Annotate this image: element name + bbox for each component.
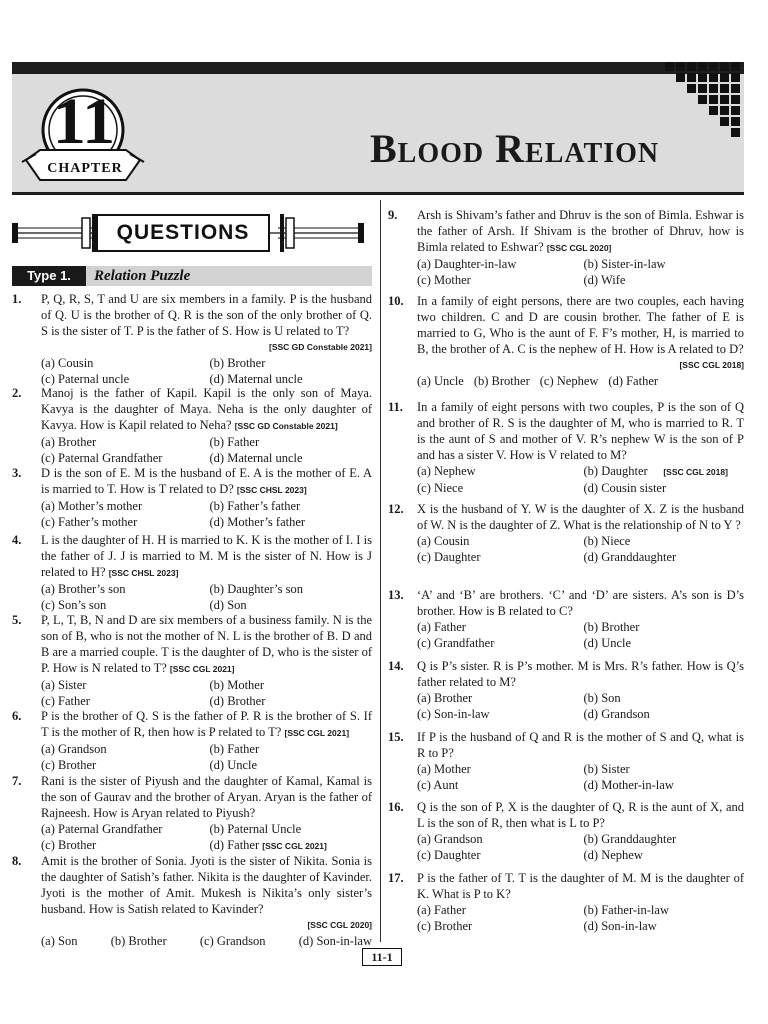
- option: (b) Daughter’s son: [209, 582, 303, 596]
- exam-tag: [SSC CGL 2018]: [679, 360, 744, 370]
- options: [417, 463, 744, 496]
- question-text: X is the husband of Y. W is the daughter of X. Z is the husband of W. N is the daughter of Z. What is the relationship of N to Y ?: [417, 502, 744, 532]
- question-text: In a family of eight persons, there are two couples, each having two children. C and D are cousin brother. The father of E is married to G, Who is the aunt of F. F’s mother, H, is married to B, the brother of A. C is the nephew of H. How is A related to D? [SSC CGL 2018]: [417, 293, 744, 373]
- options: [41, 434, 372, 466]
- exam-tag: [SSC GD Constable 2021]: [234, 421, 338, 431]
- option: (c) Paternal uncle: [41, 372, 130, 386]
- question-item: 6. P is the brother of Q. S is the father of P. R is the brother of S. If T is the mother of R, then how is P related to T? [SSC CGL 2021] (a) Grandson (b) Father (c) Brother (d) Uncle: [12, 709, 372, 772]
- option: (a) Cousin: [417, 534, 470, 548]
- question-text: D is the son of E. M is the husband of E. A is the mother of E. A is married to T. How is T related to D? [SSC CHSL 2023]: [41, 466, 372, 496]
- option: (d) Uncle: [209, 758, 258, 772]
- options: [417, 373, 744, 389]
- option: (a) Cousin: [41, 356, 94, 370]
- options: [41, 741, 372, 773]
- option: (c) Brother: [41, 758, 97, 772]
- option: (b) Granddaughter: [583, 832, 677, 846]
- exam-tag: [SSC CGL 2021]: [284, 728, 350, 738]
- question-text: P is the brother of Q. S is the father of P. R is the brother of S. If T is the mother of R, then how is P related to T? [SSC CGL 2021]: [41, 709, 372, 739]
- option: (a) Son: [41, 934, 78, 948]
- type-name: Relation Puzzle: [94, 268, 191, 284]
- question-item: 16. Q is the son of P, X is the daughter of Q, R is the aunt of X, and L is the son of R, then what is L to P? (a) Grandson (b) Granddaughter (c) Daughter (d) Nephew: [388, 800, 744, 862]
- option: (c) Aunt: [417, 778, 459, 792]
- question-text: Amit is the brother of Sonia. Jyoti is the sister of Nikita. Sonia is the daughter of Satish’s father. Nikita is the daughter of Kavinder. Jyoti is the mother of Amit. Mukesh is Nikita’s only sister’s husband. How is Satish related to Kavinder? [SSC CGL 2020]: [41, 853, 372, 933]
- chapter-label: CHAPTER: [47, 161, 123, 176]
- column-divider: [380, 200, 381, 942]
- option: (a) Nephew: [417, 464, 476, 478]
- option: (c) Mother: [417, 273, 471, 287]
- option: (d) Mother’s father: [209, 515, 306, 529]
- option: (c) Son’s son: [41, 598, 107, 612]
- question-item: 1. P, Q, R, S, T and U are six members in a family. P is the husband of Q. U is the brother of Q. R is the son of the only brother of Q. S is the sister of T. P is the father of S. How is U related to T? [SSC GD Constable 2021] (a) Cousin (b) Brother (c) Paternal uncle (d) Maternal uncle: [12, 292, 372, 386]
- question-item: 10. In a family of eight persons, there are two couples, each having two children. C and D are cousin brother. The father of E is married to G, Who is the aunt of F. F’s mother, H, is married to B, the brother of A. C is the nephew of H. How is A related to D? [SSC CGL 2018] (a) Uncle (b) Brother (c) Nephew (d) Father: [388, 294, 744, 388]
- grid-square: [720, 62, 729, 71]
- exam-tag: [SSC CGL 2021]: [169, 664, 235, 674]
- question-item: 8. Amit is the brother of Sonia. Jyoti is the sister of Nikita. Sonia is the daughter of Satish’s father. Nikita is the daughter of Kavinder. Jyoti is the mother of Amit. Mukesh is Nikita’s only sister’s husband. How is Satish related to Kavinder? [SSC CGL 2020] (a) Son (b) Brother (c) Grandson (d) Son-in-law: [12, 854, 372, 948]
- option: (b) Brother: [473, 374, 530, 388]
- questions-heading: QUESTIONS: [96, 214, 270, 252]
- exam-tag: [SSC CGL 2018]: [663, 467, 728, 477]
- option: (b) Niece: [583, 534, 631, 548]
- option: (c) Daughter: [417, 848, 481, 862]
- page-number: 11-1: [362, 948, 402, 966]
- option: (d) Uncle: [583, 636, 632, 650]
- options: [417, 256, 744, 288]
- option: (b) Mother: [209, 678, 264, 692]
- grid-square: [731, 95, 740, 104]
- options: [417, 831, 744, 863]
- question-text: Arsh is Shivam’s father and Dhruv is the son of Bimla. Eshwar is the father of Arsh. If Shivam is the brother of Dhruv, how is Bimla related to Eshwar? [SSC CGL 2020]: [417, 208, 744, 254]
- grid-square: [731, 62, 740, 71]
- option: (a) Father: [417, 620, 466, 634]
- grid-square: [720, 106, 729, 115]
- question-item: 7. Rani is the sister of Piyush and the daughter of Kamal, Kamal is the son of Gaurav and the brother of Aryan. Aryan is the father of Rajneesh. How is Aryan related to Piyush? (a) Paternal Grandfather (b) Paternal Uncle (c) Brother (d) Father [SSC CGL 2021]: [12, 774, 372, 852]
- option: (b) Father-in-law: [583, 903, 669, 917]
- grid-square: [698, 95, 707, 104]
- grid-square: [731, 73, 740, 82]
- option: (c) Grandfather: [417, 636, 495, 650]
- question-text: P is the father of T. T is the daughter of M. M is the daughter of K. What is P to K?: [417, 871, 744, 901]
- question-item: 3. D is the son of E. M is the husband of E. A is the mother of E. A is married to T. How is T related to D? [SSC CHSL 2023] (a) Mother’s mother (b) Father’s father (c) Father’s mother (d) Mother’s father: [12, 466, 372, 529]
- option: (a) Daughter-in-law: [417, 257, 517, 271]
- option: (b) Paternal Uncle: [209, 822, 302, 836]
- options: [417, 619, 744, 651]
- option: (b) Father: [209, 742, 260, 756]
- question-item: 2. Manoj is the father of Kapil. Kapil is the only son of Maya. Kavya is the daughter of Maya. Neha is the only daughter of Kavya. How is Kapil related to Neha? [SSC GD Constable 2021] (a) Brother (b) Father (c) Paternal Grandfather (d) Maternal uncle: [12, 386, 372, 465]
- question-item: 12. X is the husband of Y. W is the daughter of X. Z is the husband of W. N is the daughter of Z. What is the relationship of N to Y ? (a) Cousin (b) Niece (c) Daughter (d) Granddaughter: [388, 502, 744, 564]
- option: (b) Brother: [209, 356, 266, 370]
- question-item: 14. Q is P’s sister. R is P’s mother. M is Mrs. R’s father. How is Q’s father related to M? (a) Brother (b) Son (c) Son-in-law (d) Grandson: [388, 659, 744, 721]
- grid-square: [709, 84, 718, 93]
- options: [41, 498, 372, 530]
- option: (b) Sister-in-law: [583, 257, 666, 271]
- question-item: 15. If P is the husband of Q and R is the mother of S and Q, what is R to P? (a) Mother (b) Sister (c) Aunt (d) Mother-in-law: [388, 730, 744, 792]
- grid-square: [687, 73, 696, 82]
- grid-square: [709, 106, 718, 115]
- option: (b) Sister: [583, 762, 630, 776]
- grid-square: [709, 95, 718, 104]
- option: (a) Grandson: [41, 742, 107, 756]
- option: (d) Mother-in-law: [583, 778, 674, 792]
- option: (d) Nephew: [583, 848, 643, 862]
- options: [41, 355, 372, 387]
- exam-tag: [SSC CHSL 2023]: [236, 485, 307, 495]
- chapter-number: 11: [52, 85, 116, 158]
- options: [417, 761, 744, 793]
- option: (d) Cousin sister: [583, 481, 667, 495]
- exam-tag: [SSC CGL 2020]: [307, 920, 372, 930]
- options: [41, 581, 372, 613]
- question-item: 11. In a family of eight persons with two couples, P is the son of Q and brother of R. S is the daughter of M, who is married to R. T is the aunt of S and mother of V. R’s nephew W is the son of P and has a sister V. How is V related to M? (a) Nephew (b) Daughter [SSC CGL 2018] (c) Niece (d) Cousin sister: [388, 400, 744, 495]
- grid-square: [731, 106, 740, 115]
- option: (c) Son-in-law: [417, 707, 490, 721]
- grid-square: [709, 73, 718, 82]
- option: (a) Brother: [41, 435, 97, 449]
- option: (c) Paternal Grandfather: [41, 451, 163, 465]
- question-item: 5. P, L, T, B, N and D are six members of a business family. N is the son of B, who is not the mother of N. L is the brother of B. D and B are a married couple. T is the daughter of D, who is the sister of P. How is N related to T? [SSC CGL 2021] (a) Sister (b) Mother (c) Father (d) Brother: [12, 613, 372, 708]
- exam-tag: [SSC CGL 2021]: [262, 841, 327, 851]
- question-text: ‘A’ and ‘B’ are brothers. ‘C’ and ‘D’ are sisters. A’s son is D’s brother. How is B related to C?: [417, 588, 744, 618]
- grid-square: [720, 73, 729, 82]
- grid-square: [676, 62, 685, 71]
- question-text: P, L, T, B, N and D are six members of a business family. N is the son of B, who is not the mother of N. L is the brother of B. D and B are a married couple. T is the daughter of D, who is the sister of P. How is N related to T? [SSC CGL 2021]: [41, 613, 372, 675]
- page-title: Blood Relation: [370, 126, 660, 171]
- question-item: 13. ‘A’ and ‘B’ are brothers. ‘C’ and ‘D’ are sisters. A’s son is D’s brother. How is B related to C? (a) Father (b) Brother (c) Grandfather (d) Uncle: [388, 588, 744, 650]
- option: (b) Father: [209, 435, 260, 449]
- options: [41, 933, 372, 949]
- exam-tag: [SSC CGL 2020]: [546, 243, 612, 253]
- option: (c) Father’s mother: [41, 515, 138, 529]
- option: (d) Wife: [583, 273, 626, 287]
- type-label: Type 1.: [12, 266, 86, 286]
- exam-tag: [SSC GD Constable 2021]: [269, 342, 372, 352]
- grid-square: [698, 62, 707, 71]
- option: (a) Father: [417, 903, 466, 917]
- option: (d) Brother: [209, 694, 266, 708]
- question-item: 17. P is the father of T. T is the daughter of M. M is the daughter of K. What is P to K? (a) Father (b) Father-in-law (c) Brother (d) Son-in-law: [388, 871, 744, 933]
- options: [417, 902, 744, 934]
- grid-square: [731, 117, 740, 126]
- question-text: Q is the son of P, X is the daughter of Q, R is the aunt of X, and L is the son of R, then what is L to P?: [417, 800, 744, 830]
- option: (c) Brother: [417, 919, 473, 933]
- option: (a) Mother: [417, 762, 471, 776]
- option: (d) Son-in-law: [298, 934, 372, 948]
- option: (b) Brother: [110, 934, 167, 948]
- option: (c) Father: [41, 694, 90, 708]
- options: [417, 533, 744, 565]
- grid-square: [698, 73, 707, 82]
- question-text: Q is P’s sister. R is P’s mother. M is Mrs. R’s father. How is Q’s father related to M?: [417, 659, 744, 689]
- option: (b) Daughter [SSC CGL 2018]: [583, 464, 728, 478]
- question-text: Rani is the sister of Piyush and the daughter of Kamal, Kamal is the son of Gaurav and the brother of Aryan. Aryan is the father of Rajneesh. How is Aryan related to Piyush?: [41, 774, 372, 820]
- option: (b) Brother: [583, 620, 640, 634]
- option: (a) Brother’s son: [41, 582, 126, 596]
- exam-tag: [SSC CHSL 2023]: [108, 568, 179, 578]
- grid-square: [709, 62, 718, 71]
- grid-square: [698, 84, 707, 93]
- question-text: If P is the husband of Q and R is the mother of S and Q, what is R to P?: [417, 730, 744, 760]
- grid-square: [720, 95, 729, 104]
- option: (a) Uncle: [417, 374, 464, 388]
- header-top-bar: [12, 62, 744, 74]
- grid-square: [687, 62, 696, 71]
- option: (c) Brother: [41, 838, 97, 852]
- grid-square: [720, 84, 729, 93]
- option: (c) Daughter: [417, 550, 481, 564]
- option: (d) Son: [209, 598, 247, 612]
- question-item: 9. Arsh is Shivam’s father and Dhruv is the son of Bimla. Eshwar is the father of Arsh. If Shivam is the brother of Dhruv, how is Bimla related to Eshwar? [SSC CGL 2020] (a) Daughter-in-law (b) Sister-in-law (c) Mother (d) Wife: [388, 208, 744, 287]
- option: (d) Father [SSC CGL 2021]: [209, 838, 327, 852]
- option: (a) Sister: [41, 678, 87, 692]
- question-text: P, Q, R, S, T and U are six members in a family. P is the husband of Q. U is the brother of Q. R is the son of the only brother of Q. S is the sister of T. P is the father of S. How is U related to T? [SSC GD Constable 2021]: [41, 291, 372, 355]
- option: (d) Grandson: [583, 707, 650, 721]
- option: (d) Maternal uncle: [209, 372, 303, 386]
- option: (a) Grandson: [417, 832, 483, 846]
- options: [41, 821, 372, 854]
- option: (c) Nephew: [539, 374, 599, 388]
- question-item: 4. L is the daughter of H. H is married to K. K is the mother of I. I is the father of J. J is married to M. M is the sister of N. How is J related to H? [SSC CHSL 2023] (a) Brother’s son (b) Daughter’s son (c) Son’s son (d) Son: [12, 533, 372, 612]
- option: (a) Mother’s mother: [41, 499, 143, 513]
- option: (a) Brother: [417, 691, 473, 705]
- grid-square: [731, 84, 740, 93]
- question-text: L is the daughter of H. H is married to K. K is the mother of I. I is the father of J. J is married to M. M is the sister of N. How is J related to H? [SSC CHSL 2023]: [41, 533, 372, 579]
- option: (b) Father’s father: [209, 499, 301, 513]
- question-text: Manoj is the father of Kapil. Kapil is the only son of Maya. Kavya is the daughter of Maya. Neha is the only daughter of Kavya. How is Kapil related to Neha? [SSC GD Constable 2021]: [41, 386, 372, 432]
- option: (c) Grandson: [199, 934, 266, 948]
- grid-square: [665, 62, 674, 71]
- option: (a) Paternal Grandfather: [41, 822, 163, 836]
- grid-square: [676, 73, 685, 82]
- option: (b) Son: [583, 691, 621, 705]
- question-text: In a family of eight persons with two couples, P is the son of Q and brother of R. S is the daughter of M, who is married to R. T is the aunt of S and mother of V. R’s nephew W is the son of P and has a sister V. How is V related to M?: [417, 400, 744, 462]
- option: (d) Father: [608, 374, 659, 388]
- options: [417, 690, 744, 722]
- grid-square: [720, 117, 729, 126]
- grid-square: [731, 128, 740, 137]
- option: (d) Maternal uncle: [209, 451, 303, 465]
- options: [41, 677, 372, 709]
- option: (c) Niece: [417, 481, 464, 495]
- grid-square: [687, 84, 696, 93]
- option: (d) Son-in-law: [583, 919, 657, 933]
- option: (d) Granddaughter: [583, 550, 677, 564]
